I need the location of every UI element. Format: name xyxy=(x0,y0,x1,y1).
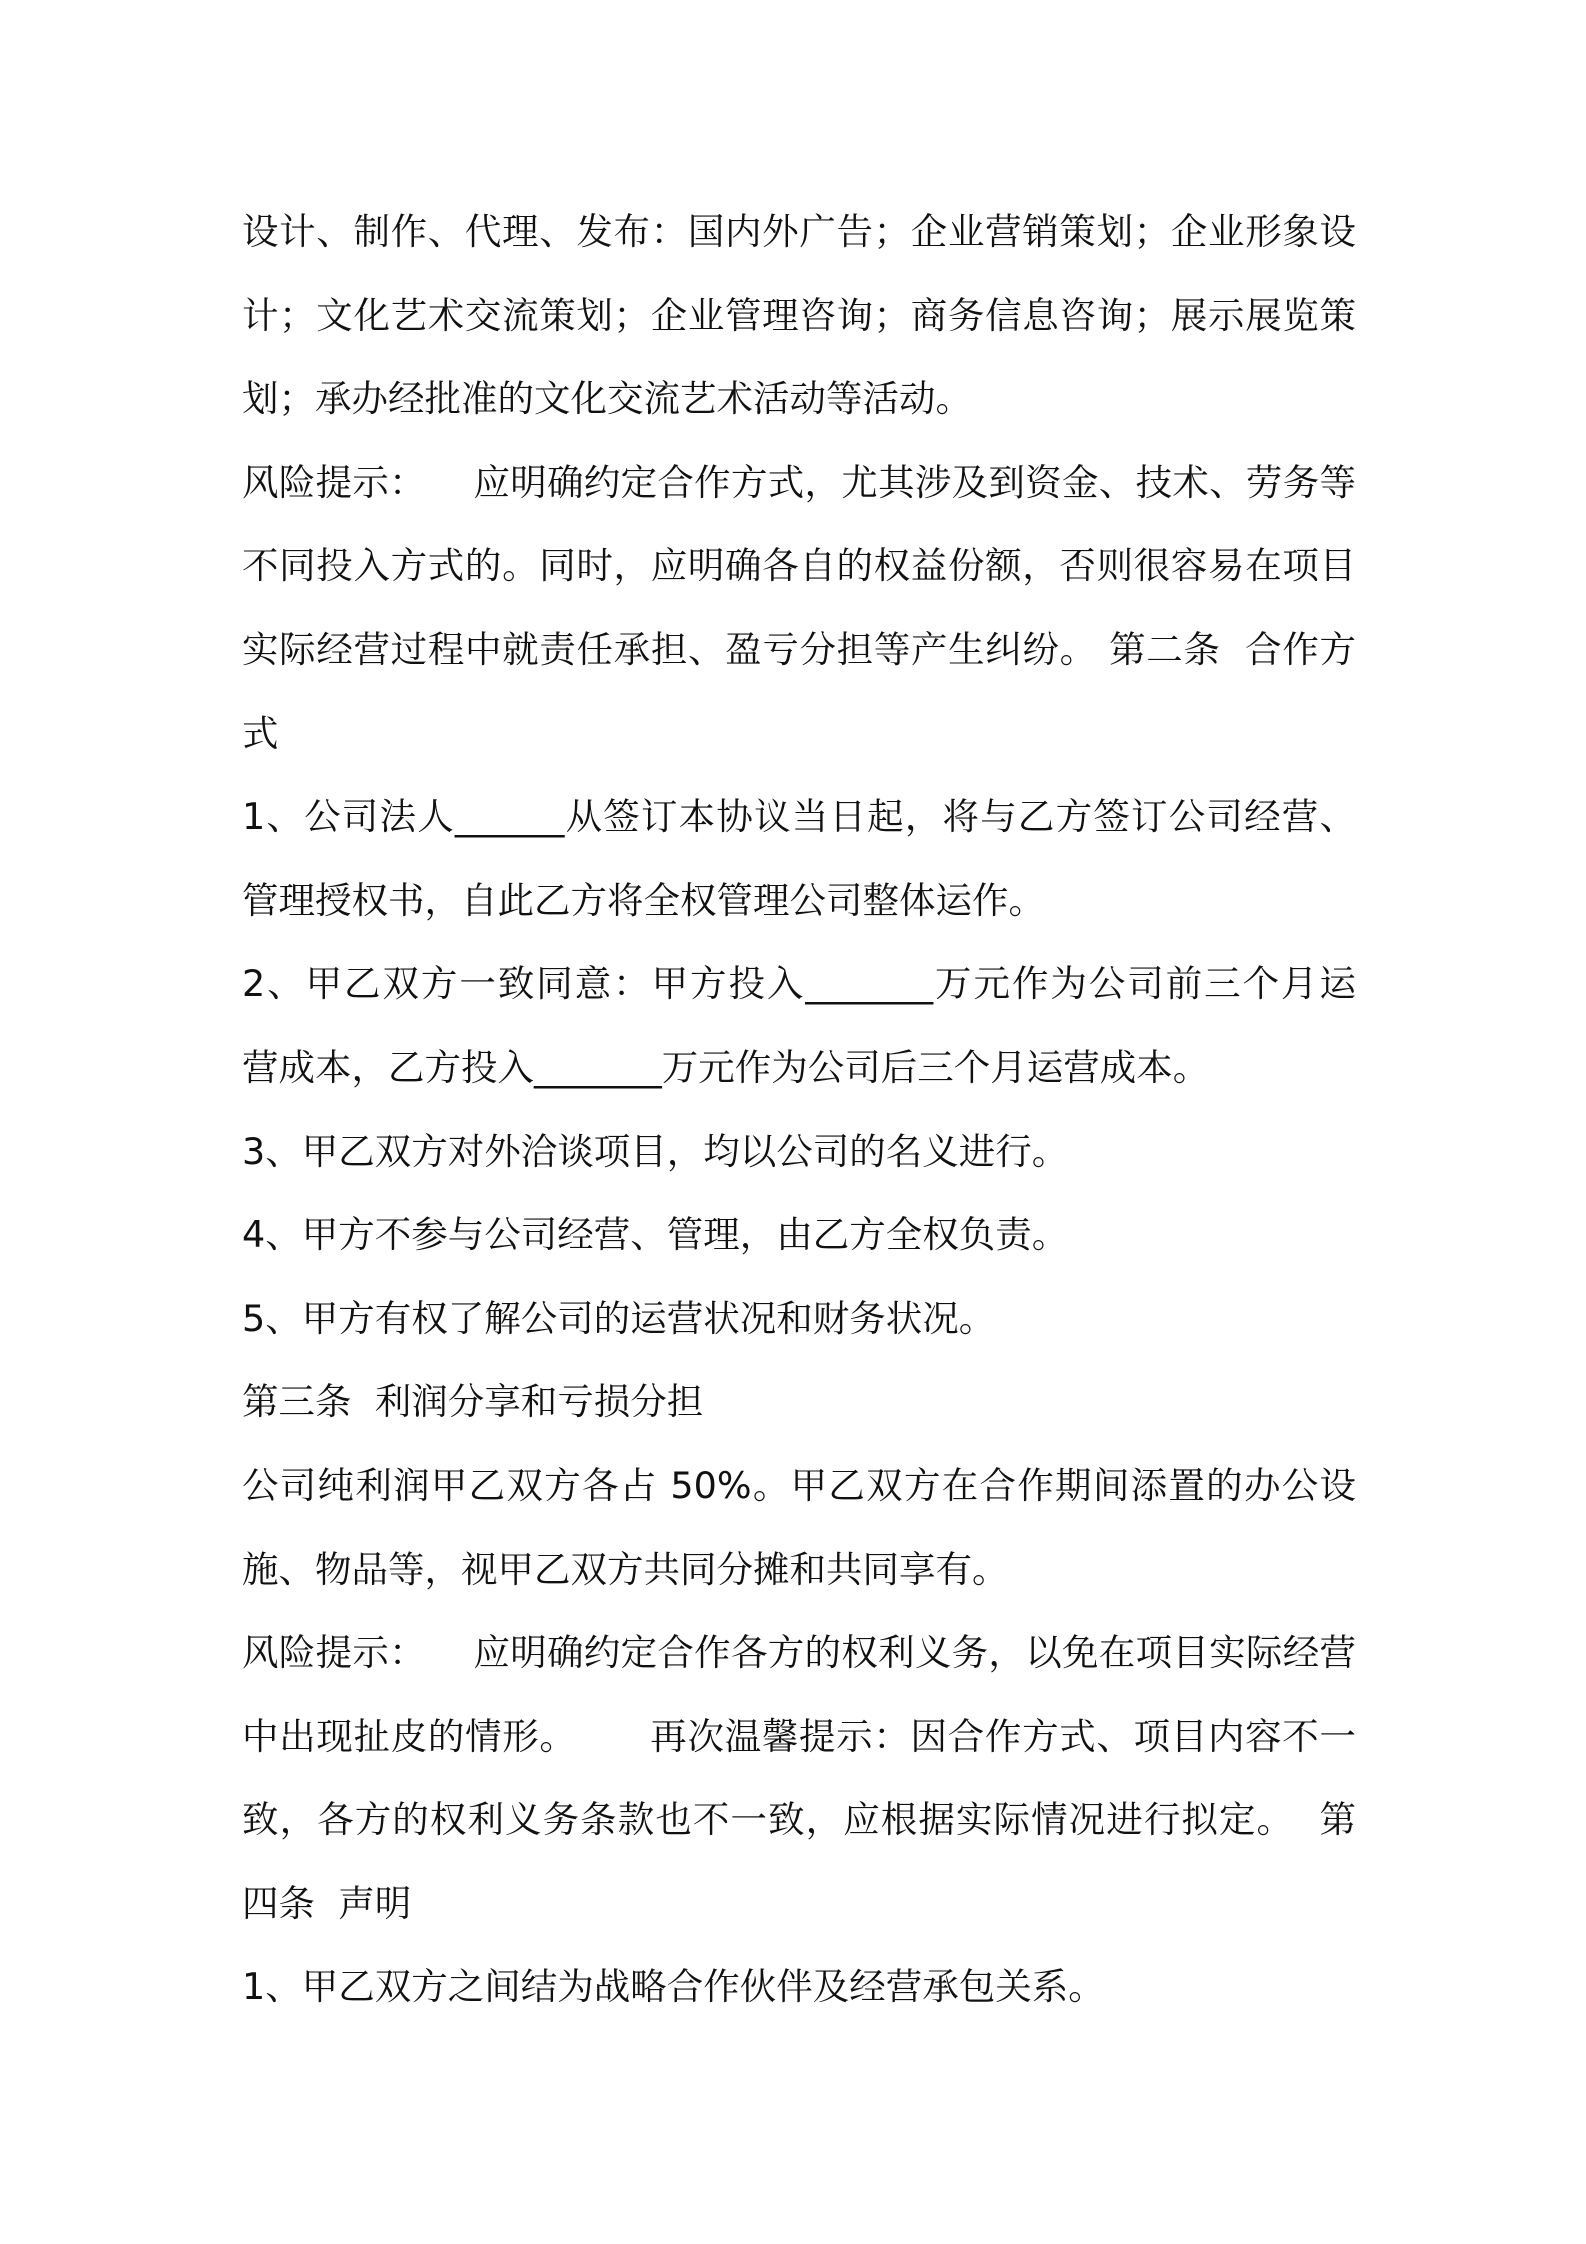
paragraph xyxy=(242,1193,1356,1277)
text-line: 四条 声明 xyxy=(242,1881,412,1925)
paragraph xyxy=(242,441,1356,775)
document-body xyxy=(242,190,1356,2029)
text-line: 风险提示： 应明确约定合作各方的权利义务，以免在项目实际经营 xyxy=(242,1631,1356,1675)
text-line: 4、甲方不参与公司经营、管理，由乙方全权负责。 xyxy=(242,1213,1069,1257)
text-line: 计；文化艺术交流策划；企业管理咨询；商务信息咨询；展示展览策 xyxy=(242,293,1356,337)
text-line: 2、甲乙双方一致同意：甲方投入_______万元作为公司前三个月运 xyxy=(242,962,1356,1006)
text-line: 中出现扯皮的情形。 再次温馨提示：因合作方式、项目内容不一 xyxy=(242,1714,1356,1758)
text-line: 划；承办经批准的文化交流艺术活动等活动。 xyxy=(242,377,972,421)
text-line: 营成本，乙方投入_______万元作为公司后三个月运营成本。 xyxy=(242,1045,1210,1089)
text-line: 设计、制作、代理、发布：国内外广告；企业营销策划；企业形象设 xyxy=(242,210,1356,253)
text-line: 风险提示： 应明确约定合作方式，尤其涉及到资金、技术、劳务等 xyxy=(242,460,1356,504)
text-line: 式 xyxy=(242,711,279,755)
text-line: 不同投入方式的。同时，应明确各自的权益份额，否则很容易在项目 xyxy=(242,544,1356,588)
text-line: 致，各方的权利义务条款也不一致，应根据实际情况进行拟定。 第 xyxy=(242,1798,1356,1842)
paragraph xyxy=(242,190,1356,441)
text-line: 施、物品等，视甲乙双方共同分摊和共同享有。 xyxy=(242,1547,1009,1591)
paragraph xyxy=(242,1277,1356,1361)
text-line: 第三条 利润分享和亏损分担 xyxy=(242,1380,704,1424)
paragraph xyxy=(242,1444,1356,1611)
text-line: 公司纯利润甲乙双方各占 50%。甲乙双方在合作期间添置的办公设 xyxy=(242,1463,1356,1507)
paragraph xyxy=(242,775,1356,942)
paragraph xyxy=(242,1945,1356,2029)
text-line: 1、甲乙双方之间结为战略合作伙伴及经营承包关系。 xyxy=(242,1965,1105,2009)
text-line: 实际经营过程中就责任承担、盈亏分担等产生纠纷。 第二条 合作方 xyxy=(242,627,1356,671)
text-line: 管理授权书，自此乙方将全权管理公司整体运作。 xyxy=(242,878,1045,922)
paragraph xyxy=(242,1110,1356,1194)
paragraph xyxy=(242,1360,1356,1444)
paragraph xyxy=(242,942,1356,1109)
paragraph xyxy=(242,1611,1356,1945)
text-line: 5、甲方有权了解公司的运营状况和财务状况。 xyxy=(242,1296,996,1340)
text-line: 3、甲乙双方对外洽谈项目，均以公司的名义进行。 xyxy=(242,1129,1069,1173)
text-line: 1、公司法人______从签订本协议当日起，将与乙方签订公司经营、 xyxy=(242,795,1356,839)
